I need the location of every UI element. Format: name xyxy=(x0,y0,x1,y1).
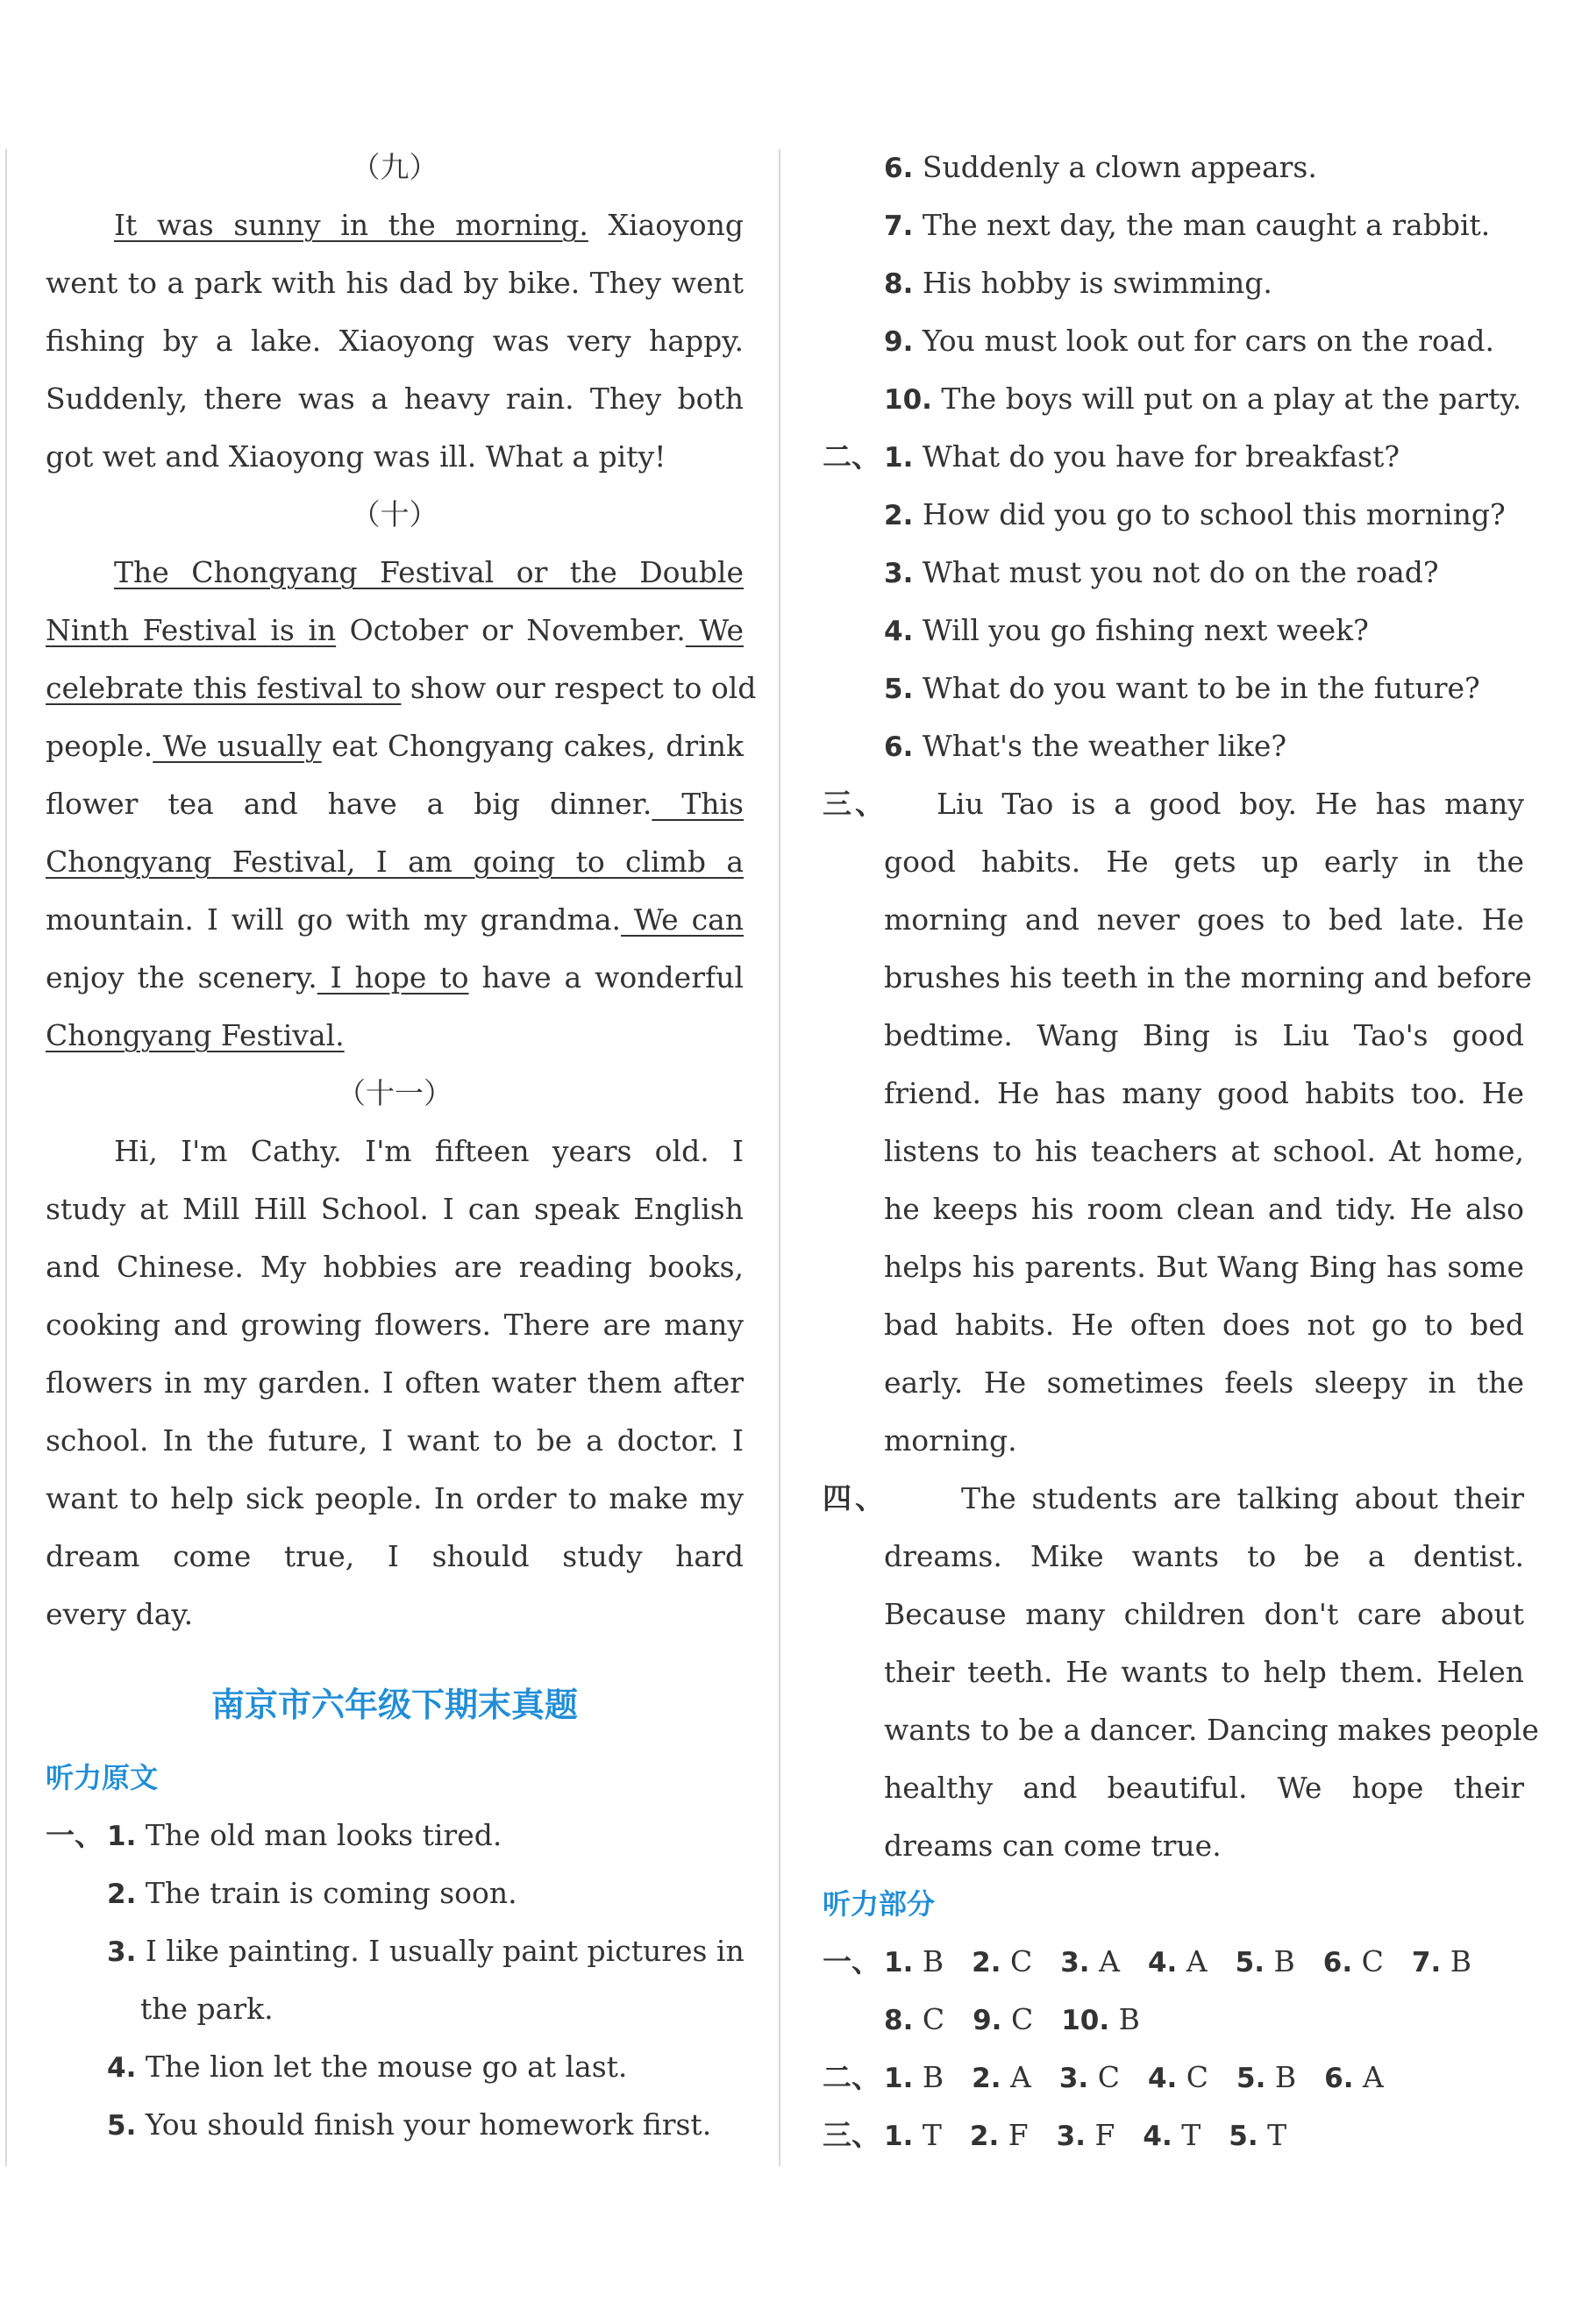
listening-part-4 xyxy=(823,1470,1539,1875)
passage-line: people. We usually eat Chongyang cakes, drink xyxy=(46,729,744,763)
passage-line: Chongyang Festival. xyxy=(46,1018,345,1052)
list-item: 2. The train is coming soon. xyxy=(107,1876,517,1910)
listening-part-2 xyxy=(823,428,1524,775)
answer-item: 1. T xyxy=(884,2118,942,2152)
passage-line: bad habits. He often does not go to bed xyxy=(884,1308,1524,1342)
answer-item: 7. B xyxy=(1411,1944,1471,1978)
passage-line: Hi, I'm Cathy. I'm fifteen years old. I xyxy=(114,1134,744,1168)
left-margin-rule xyxy=(5,149,7,2166)
passage-11-heading: （十一） xyxy=(337,1076,452,1110)
passage-line: 三、 Liu Tao is a good boy. He has many xyxy=(823,787,1524,821)
passage-line: dreams can come true. xyxy=(884,1829,1222,1863)
list-item: 6. Suddenly a clown appears. xyxy=(884,150,1317,184)
section-title: 南京市六年级下期末真题 xyxy=(210,1686,578,1724)
list-item: 9. You must look out for cars on the road. xyxy=(884,324,1495,358)
left-column xyxy=(46,139,757,2154)
answer-item: 1. B xyxy=(884,1944,944,1978)
answer-item: 3. F xyxy=(1056,2118,1115,2152)
answer-item: 4. C xyxy=(1147,2060,1209,2094)
answer-key xyxy=(823,1933,1524,2164)
passage-line: Ninth Festival is in October or November. We xyxy=(46,613,745,647)
answers-title: 听力部分 xyxy=(823,1887,936,1921)
answer-item: 5. B xyxy=(1235,1944,1295,1978)
list-item: 3. I like painting. I usually paint pictures in xyxy=(107,1934,745,1968)
passage-line: study at Mill Hill School. I can speak English xyxy=(46,1192,744,1226)
listening-part-3 xyxy=(823,775,1532,1470)
passage-line: friend. He has many good habits too. He xyxy=(884,1076,1524,1110)
answer-item: 3. C xyxy=(1058,2060,1120,2094)
answer-item: 5. T xyxy=(1229,2118,1287,2152)
answer-item: 1. B xyxy=(884,2060,944,2094)
list-item: 5. What do you want to be in the future? xyxy=(884,671,1480,705)
list-item: 4. Will you go fishing next week? xyxy=(884,613,1369,647)
list-item: 5. You should finish your homework first. xyxy=(107,2107,712,2142)
passage-line: every day. xyxy=(46,1597,194,1631)
passage-line: fishing by a lake. Xiaoyong was very happy. xyxy=(46,324,744,358)
passage-line: dream come true, I should study hard xyxy=(46,1539,744,1573)
listening-part-1-continued xyxy=(823,139,1524,428)
list-item: 4. The lion let the mouse go at last. xyxy=(107,2050,628,2084)
list-item: 6. What's the weather like? xyxy=(884,729,1287,763)
list-item: 2. How did you go to school this morning? xyxy=(884,497,1506,531)
answer-item: 8. C xyxy=(884,2002,945,2036)
passage-line: Suddenly, there was a heavy rain. They both xyxy=(46,381,744,416)
passage-line: It was sunny in the morning. Xiaoyong xyxy=(114,208,745,242)
passage-line: flower tea and have a big dinner. This xyxy=(46,787,744,821)
passage-line: Because many children don't care about xyxy=(884,1597,1524,1631)
list-item: 一、 1. The old man looks tired. xyxy=(46,1818,502,1852)
passage-line: good habits. He gets up early in the xyxy=(884,845,1524,879)
answer-item: 2. A xyxy=(972,2060,1031,2094)
answer-item: 4. T xyxy=(1143,2118,1201,2152)
answer-row: 三、 1. T 2. F 3. F 4. T 5. T xyxy=(823,2107,1524,2164)
passage-line: morning and never goes to bed late. He xyxy=(884,902,1524,937)
passage-line: their teeth. He wants to help them. Helen xyxy=(884,1655,1524,1689)
passage-line: want to help sick people. In order to make my xyxy=(46,1481,744,1515)
passage-line: got wet and Xiaoyong was ill. What a pity! xyxy=(46,439,666,474)
list-item: 3. What must you not do on the road? xyxy=(884,555,1439,589)
answer-item: 2. F xyxy=(969,2118,1029,2152)
passage-line: and Chinese. My hobbies are reading books, xyxy=(46,1250,744,1284)
passage-line: healthy and beautiful. We hope their xyxy=(884,1771,1524,1805)
passage-line: Chongyang Festival, I am going to climb a xyxy=(46,845,744,879)
list-item: 10. The boys will put on a play at the party. xyxy=(884,381,1522,416)
answer-item: 10. B xyxy=(1061,2002,1140,2036)
answer-item: 5. B xyxy=(1236,2060,1297,2094)
answer-item: 6. C xyxy=(1322,1944,1384,1978)
list-item: 二、 1. What do you have for breakfast? xyxy=(823,439,1400,474)
passage-line: wants to be a dancer. Dancing makes people xyxy=(884,1713,1539,1747)
passage-line: 四、 The students are talking about their xyxy=(823,1481,1524,1515)
right-column xyxy=(823,139,1539,2164)
passage-9-heading: （九） xyxy=(351,150,438,184)
list-item: 8. His hobby is swimming. xyxy=(884,266,1272,300)
answer-row xyxy=(823,1991,1524,2049)
listening-script-title: 听力原文 xyxy=(46,1761,159,1794)
passage-line: mountain. I will go with my grandma. We can xyxy=(46,902,744,937)
answer-row: 一、 1. B 2. C 3. A 4. A 5. B 6. C 7. B xyxy=(823,1933,1524,1991)
answer-item: 2. C xyxy=(972,1944,1033,1978)
passage-line: early. He sometimes feels sleepy in the xyxy=(884,1365,1524,1400)
passage-line: listens to his teachers at school. At home, xyxy=(884,1134,1524,1168)
answer-item: 9. C xyxy=(973,2002,1034,2036)
answer-item: 3. A xyxy=(1060,1944,1120,1978)
passage-line: cooking and growing flowers. There are many xyxy=(46,1308,744,1342)
list-item-continued: the park. xyxy=(140,1992,274,2026)
answer-item: 4. A xyxy=(1147,1944,1208,1978)
passage-11 xyxy=(46,1123,744,1643)
passage-line: dreams. Mike wants to be a dentist. xyxy=(884,1539,1524,1573)
passage-line: The Chongyang Festival or the Double xyxy=(114,555,744,589)
passage-10-heading: （十） xyxy=(351,497,438,531)
passage-line: brushes his teeth in the morning and before xyxy=(884,960,1532,994)
passage-10 xyxy=(46,544,757,1065)
passage-line: celebrate this festival to show our respect to old xyxy=(46,671,757,705)
passage-9 xyxy=(46,196,744,486)
passage-line: he keeps his room clean and tidy. He also xyxy=(884,1192,1524,1226)
listening-part-1 xyxy=(46,1807,744,2154)
answer-item: 6. A xyxy=(1324,2060,1384,2094)
passage-line: flowers in my garden. I often water them after xyxy=(46,1365,744,1400)
passage-line: enjoy the scenery. I hope to have a wonderful xyxy=(46,960,744,994)
passage-line: school. In the future, I want to be a doctor. I xyxy=(46,1423,744,1458)
answer-row: 二、 1. B 2. A 3. C 4. C 5. B 6. A xyxy=(823,2049,1524,2107)
passage-line: bedtime. Wang Bing is Liu Tao's good xyxy=(884,1018,1524,1052)
passage-line: helps his parents. But Wang Bing has some xyxy=(884,1250,1524,1284)
passage-line: went to a park with his dad by bike. They went xyxy=(46,266,744,300)
column-divider xyxy=(779,149,780,2166)
passage-line: morning. xyxy=(884,1423,1017,1458)
list-item: 7. The next day, the man caught a rabbit. xyxy=(884,208,1491,242)
